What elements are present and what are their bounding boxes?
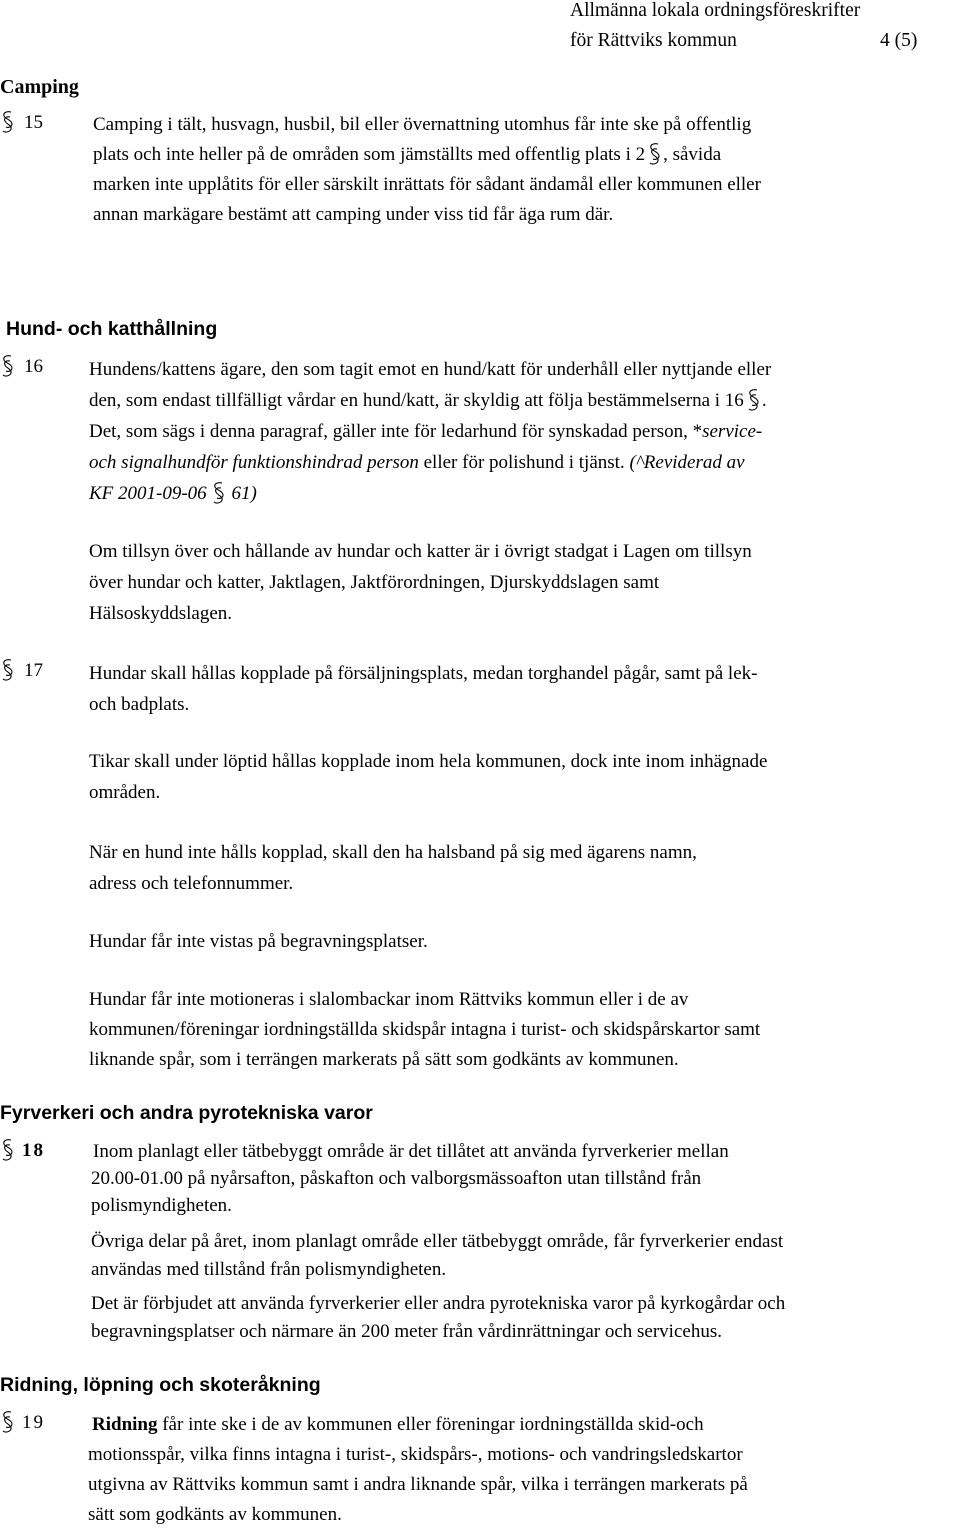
text-line: kommunen/föreningar iordningställda skidspår intagna i turist- och skidspårskartor samt [89,1019,761,1040]
text-line: Övriga delar på året, inom planlagt område eller tätbebyggt område, får fyrverkerier endast [91,1231,784,1252]
text-line: Inom planlagt eller tätbebyggt område är det tillåtet att använda fyrverkerier mellan [93,1141,729,1162]
text-line: plats och inte heller på de områden som jämställts med offentlig plats i 2 , såvida [93,144,722,165]
text-line: Hundar skall hållas kopplade på försäljningsplats, medan torghandel pågår, samt på lek- [89,663,758,684]
heading-hund: Hund- och katthållning [6,318,218,340]
section-18-label [0,1138,45,1162]
section-sign-icon [0,354,16,378]
heading-ridning: Ridning, löpning och skoteråkning [0,1374,321,1396]
text-line: polismyndigheten. [91,1195,232,1216]
text-line: och signalhundför funktionshindrad person eller för polishund i tjänst. (^Reviderad av [89,452,745,473]
text-line: utgivna av Rättviks kommun samt i andra liknande spår, vilka i terrängen markerats på [88,1474,748,1495]
section-number: 18 [22,1140,45,1161]
section-sign-icon [0,658,16,682]
paragraph-17d [89,926,428,957]
text-line: områden. [89,782,161,803]
paragraph-19 [88,1410,748,1530]
text-line: 20.00-01.00 på nyårsafton, påskafton och valborgsmässoafton utan tillstånd från [91,1168,702,1189]
text-line: Det, som sägs i denna paragraf, gäller inte för ledarhund för synskadad person, *service- [89,421,763,442]
paragraph-17c [89,837,697,899]
section-15-label [0,110,43,134]
text-line: liknande spår, som i terrängen markerats på sätt som godkänts av kommunen. [89,1049,679,1070]
section-17-label [0,658,43,682]
paragraph-17a [89,658,757,720]
text-line: Hundens/kattens ägare, den som tagit emot en hund/katt för underhåll eller nyttjande eller [89,359,772,380]
text-line: över hundar och katter, Jaktlagen, Jaktförordningen, Djurskyddslagen samt [89,572,660,593]
text-line: Ridning får inte ske i de av kommunen eller föreningar iordningställda skid-och [92,1414,704,1435]
section-sign-icon [746,388,762,412]
section-sign-icon [0,1410,16,1434]
paragraph-18c [91,1290,785,1346]
paragraph-18b [91,1228,783,1284]
section-sign-icon [211,481,227,505]
header-title: Allmänna lokala ordningsföreskrifter [570,0,861,21]
text-line: När en hund inte hålls kopplad, skall den ha halsband på sig med ägarens namn, [89,842,697,863]
header-subtitle: för Rättviks kommun [570,30,737,51]
section-16-label [0,354,43,378]
text-line: adress och telefonnummer. [89,873,294,894]
text-line: motionsspår, vilka finns intagna i turist-, skidspårs-, motions- och vandringsledskartor [88,1444,743,1465]
text-line: den, som endast tillfälligt vårdar en hund/katt, är skyldig att följa bestämmelserna i 16 . [89,390,767,411]
paragraph-15 [93,110,761,230]
text-line: marken inte upplåtits för eller särskilt inrättats för sådant ändamål eller kommunen eller [93,174,761,195]
paragraph-16-tillsyn [89,536,752,629]
section-sign-icon [647,142,663,166]
text-line: KF 2001-09-06 61) [89,483,257,504]
paragraph-17b [89,746,767,808]
text-line: och badplats. [89,694,190,715]
text-line: Tikar skall under löptid hållas kopplade inom hela kommunen, dock inte inom inhägnade [89,751,768,772]
page-number: 4 (5) [880,30,918,51]
text-line: Hälsoskyddslagen. [89,603,233,624]
section-sign-icon [0,1138,16,1162]
text-line: sätt som godkänts av kommunen. [88,1504,342,1525]
text-line: Hundar får inte vistas på begravningsplatser. [89,931,428,952]
text-line: annan markägare bestämt att camping under viss tid får äga rum där. [93,204,614,225]
section-number: 19 [22,1412,45,1433]
text-line: Hundar får inte motioneras i slalombackar inom Rättviks kommun eller i de av [89,989,689,1010]
paragraph-17e [89,985,760,1075]
text-line: Camping i tält, husvagn, husbil, bil eller övernattning utomhus får inte ske på offentlig [93,114,752,135]
heading-fyrverkeri: Fyrverkeri och andra pyrotekniska varor [0,1102,373,1124]
heading-camping: Camping [0,76,79,98]
text-line: Det är förbjudet att använda fyrverkerier eller andra pyrotekniska varor på kyrkogårdar och [91,1293,786,1314]
section-19-label [0,1410,45,1434]
section-number: 15 [24,112,43,133]
paragraph-16 [89,354,771,509]
text-line: begravningsplatser och närmare än 200 meter från vårdinrättningar och servicehus. [91,1321,722,1342]
text-line: Om tillsyn över och hållande av hundar och katter är i övrigt stadgat i Lagen om tillsyn [89,541,752,562]
section-number: 16 [24,356,43,377]
text-line: användas med tillstånd från polismyndigheten. [91,1259,447,1280]
paragraph-18a [91,1138,729,1219]
section-sign-icon [0,110,16,134]
section-number: 17 [24,660,43,681]
